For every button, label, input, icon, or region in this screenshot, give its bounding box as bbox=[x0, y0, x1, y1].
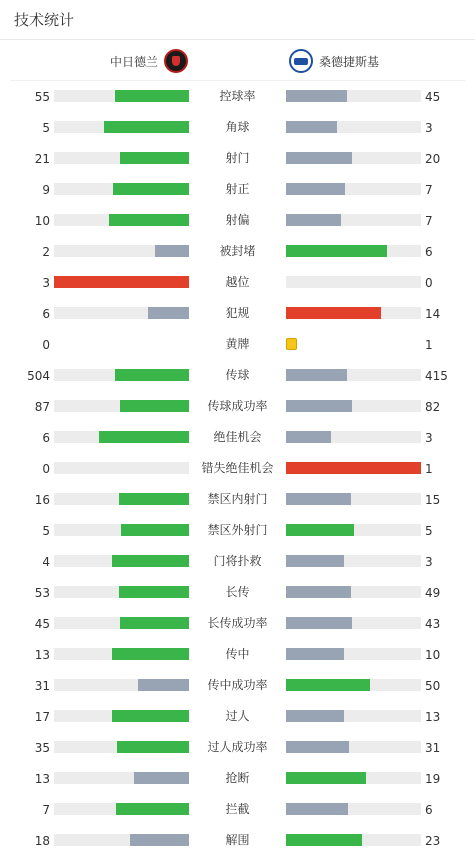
away-stat-value: 7 bbox=[425, 214, 433, 228]
away-stat-value: 3 bbox=[425, 431, 433, 445]
stat-label: 射偏 bbox=[225, 213, 250, 227]
away-stat-bar-fill bbox=[286, 152, 352, 164]
stat-label: 抢断 bbox=[225, 771, 250, 785]
away-stat-value: 19 bbox=[425, 772, 441, 786]
home-stat-bar-fill bbox=[109, 214, 189, 226]
away-stat-value: 20 bbox=[425, 152, 441, 166]
home-stat-value: 17 bbox=[34, 710, 50, 724]
stat-label: 错失绝佳机会 bbox=[201, 461, 274, 475]
away-stat-bar-fill bbox=[286, 183, 345, 195]
home-stat-bar-fill bbox=[121, 524, 189, 536]
home-stat-value: 2 bbox=[42, 245, 50, 259]
stat-row bbox=[0, 298, 475, 329]
stat-label: 角球 bbox=[225, 120, 250, 134]
home-stat-bar-fill bbox=[120, 617, 189, 629]
stat-row bbox=[0, 577, 475, 608]
home-stat-value: 55 bbox=[34, 90, 50, 104]
home-stat-bar-fill bbox=[112, 710, 189, 722]
home-stat-bar-fill bbox=[104, 121, 189, 133]
stat-row bbox=[0, 794, 475, 825]
away-stat-value: 1 bbox=[425, 462, 433, 476]
stat-label: 解围 bbox=[225, 833, 250, 847]
away-stat-bar-fill bbox=[286, 307, 381, 319]
home-stat-value: 3 bbox=[42, 276, 50, 290]
stat-label: 长传成功率 bbox=[207, 616, 268, 630]
home-stat-value: 6 bbox=[42, 307, 50, 321]
away-stat-bar bbox=[286, 90, 421, 102]
away-stat-value: 14 bbox=[425, 307, 441, 321]
stat-label: 长传 bbox=[225, 585, 250, 599]
away-stat-bar bbox=[286, 834, 421, 846]
home-stat-bar-fill bbox=[138, 679, 189, 691]
home-stat-value: 10 bbox=[34, 214, 50, 228]
away-stat-bar-fill bbox=[286, 462, 421, 474]
stat-row bbox=[0, 484, 475, 515]
away-stat-bar-fill bbox=[286, 90, 347, 102]
home-stat-value: 504 bbox=[27, 369, 50, 383]
stat-label: 绝佳机会 bbox=[213, 430, 262, 444]
home-stat-value: 4 bbox=[42, 555, 50, 569]
home-stat-bar-fill bbox=[54, 276, 189, 288]
home-team-crest-icon bbox=[164, 49, 188, 73]
away-stat-value: 3 bbox=[425, 555, 433, 569]
stat-label: 控球率 bbox=[219, 89, 256, 103]
away-stat-value: 50 bbox=[425, 679, 441, 693]
home-stat-bar-fill bbox=[155, 245, 189, 257]
home-stat-bar-fill bbox=[148, 307, 189, 319]
stat-label: 传球成功率 bbox=[207, 399, 268, 413]
away-stat-value: 415 bbox=[425, 369, 448, 383]
home-team[interactable] bbox=[110, 41, 188, 81]
stat-row bbox=[0, 639, 475, 670]
stat-row bbox=[0, 236, 475, 267]
away-stat-value: 82 bbox=[425, 400, 441, 414]
stat-label: 过人 bbox=[225, 709, 250, 723]
home-stat-bar bbox=[54, 276, 189, 288]
away-stat-bar bbox=[286, 772, 421, 784]
away-stat-bar-fill bbox=[286, 834, 362, 846]
stat-row bbox=[0, 329, 475, 360]
home-stat-value: 13 bbox=[34, 648, 50, 662]
away-stat-value: 6 bbox=[425, 803, 433, 817]
home-stat-bar-fill bbox=[119, 493, 189, 505]
away-stat-bar-fill bbox=[286, 617, 352, 629]
stat-label: 射正 bbox=[225, 182, 250, 196]
home-stat-bar-fill bbox=[120, 400, 189, 412]
home-stat-bar bbox=[54, 214, 189, 226]
away-stat-value: 31 bbox=[425, 741, 441, 755]
away-stat-value: 43 bbox=[425, 617, 441, 631]
stat-row bbox=[0, 546, 475, 577]
home-stat-value: 13 bbox=[34, 772, 50, 786]
home-stat-bar bbox=[54, 245, 189, 257]
away-stat-bar bbox=[286, 648, 421, 660]
stats-list bbox=[0, 81, 475, 856]
home-stat-value: 0 bbox=[42, 462, 50, 476]
away-stat-bar bbox=[286, 307, 421, 319]
stat-label: 射门 bbox=[225, 151, 250, 165]
home-stat-bar-fill bbox=[112, 555, 189, 567]
stat-row bbox=[0, 112, 475, 143]
stat-row bbox=[0, 360, 475, 391]
home-stat-bar bbox=[54, 524, 189, 536]
away-stat-value: 49 bbox=[425, 586, 441, 600]
away-stat-bar bbox=[286, 493, 421, 505]
stat-label: 拦截 bbox=[225, 802, 250, 816]
away-stat-value: 7 bbox=[425, 183, 433, 197]
home-stat-value: 9 bbox=[42, 183, 50, 197]
home-stat-bar bbox=[54, 183, 189, 195]
home-stat-value: 6 bbox=[42, 431, 50, 445]
away-stat-bar-fill bbox=[286, 431, 331, 443]
stat-row bbox=[0, 174, 475, 205]
home-stat-bar bbox=[54, 369, 189, 381]
home-stat-bar bbox=[54, 400, 189, 412]
stat-row bbox=[0, 267, 475, 298]
home-stat-bar bbox=[54, 555, 189, 567]
home-stat-bar bbox=[54, 152, 189, 164]
away-stat-bar-fill bbox=[286, 369, 347, 381]
home-stat-bar bbox=[54, 121, 189, 133]
home-stat-bar bbox=[54, 741, 189, 753]
home-stat-value: 16 bbox=[34, 493, 50, 507]
home-stat-bar bbox=[54, 493, 189, 505]
stat-row bbox=[0, 825, 475, 856]
stat-label: 犯规 bbox=[225, 306, 250, 320]
home-stat-bar-fill bbox=[116, 803, 189, 815]
home-stat-bar-fill bbox=[117, 741, 189, 753]
home-stat-bar bbox=[54, 307, 189, 319]
home-stat-value: 5 bbox=[42, 524, 50, 538]
away-stat-value: 45 bbox=[425, 90, 441, 104]
home-stat-bar bbox=[54, 462, 189, 474]
home-stat-bar-fill bbox=[115, 90, 189, 102]
away-stat-bar bbox=[286, 462, 421, 474]
stat-row bbox=[0, 391, 475, 422]
home-stat-bar bbox=[54, 617, 189, 629]
home-stat-bar-fill bbox=[134, 772, 189, 784]
away-team[interactable] bbox=[289, 41, 379, 81]
away-stat-bar-fill bbox=[286, 245, 387, 257]
away-stat-bar-fill bbox=[286, 493, 351, 505]
away-stat-bar-fill bbox=[286, 586, 351, 598]
home-stat-bar-fill bbox=[99, 431, 189, 443]
stat-label: 传中 bbox=[225, 647, 250, 661]
away-stat-bar bbox=[286, 152, 421, 164]
stat-row bbox=[0, 701, 475, 732]
home-stat-value: 0 bbox=[42, 338, 50, 352]
away-stat-bar bbox=[286, 431, 421, 443]
home-stat-bar bbox=[54, 710, 189, 722]
away-stat-value: 10 bbox=[425, 648, 441, 662]
home-stat-bar-fill bbox=[113, 183, 189, 195]
away-stat-bar bbox=[286, 400, 421, 412]
away-stat-bar-fill bbox=[286, 710, 344, 722]
away-stat-bar bbox=[286, 710, 421, 722]
away-stat-bar-fill bbox=[286, 121, 337, 133]
away-team-crest-icon bbox=[289, 49, 313, 73]
home-stat-bar-fill bbox=[115, 369, 189, 381]
stat-label: 传中成功率 bbox=[207, 678, 268, 692]
away-stat-bar bbox=[286, 524, 421, 536]
away-stat-value: 23 bbox=[425, 834, 441, 848]
away-stat-value: 13 bbox=[425, 710, 441, 724]
yellow-card-icon bbox=[286, 338, 297, 350]
away-stat-bar bbox=[286, 276, 421, 288]
stat-label: 禁区外射门 bbox=[207, 523, 268, 537]
home-stat-value: 18 bbox=[34, 834, 50, 848]
away-stat-bar-fill bbox=[286, 214, 341, 226]
home-stat-value: 45 bbox=[34, 617, 50, 631]
away-stat-bar-fill bbox=[286, 679, 370, 691]
away-stat-bar bbox=[286, 245, 421, 257]
stat-label: 黄牌 bbox=[225, 337, 250, 351]
away-stat-bar-fill bbox=[286, 772, 366, 784]
stat-row bbox=[0, 515, 475, 546]
home-stat-bar-fill bbox=[120, 152, 189, 164]
away-stat-bar bbox=[286, 679, 421, 691]
away-stat-bar bbox=[286, 555, 421, 567]
home-stat-value: 31 bbox=[34, 679, 50, 693]
away-stat-value: 5 bbox=[425, 524, 433, 538]
home-stat-bar bbox=[54, 834, 189, 846]
stat-row bbox=[0, 732, 475, 763]
home-stat-value: 7 bbox=[42, 803, 50, 817]
home-stat-bar bbox=[54, 803, 189, 815]
stat-row bbox=[0, 670, 475, 701]
away-stat-bar-fill bbox=[286, 400, 352, 412]
away-stat-bar bbox=[286, 586, 421, 598]
away-stat-bar bbox=[286, 741, 421, 753]
stat-label: 禁区内射门 bbox=[207, 492, 268, 506]
home-stat-value: 53 bbox=[34, 586, 50, 600]
away-stat-bar bbox=[286, 121, 421, 133]
away-stat-bar bbox=[286, 803, 421, 815]
page-title: 技术统计 bbox=[14, 11, 75, 29]
home-stat-bar bbox=[54, 431, 189, 443]
home-stat-bar bbox=[54, 679, 189, 691]
away-stat-value: 15 bbox=[425, 493, 441, 507]
home-stat-bar bbox=[54, 338, 189, 350]
home-stat-bar bbox=[54, 586, 189, 598]
home-stat-bar bbox=[54, 648, 189, 660]
away-stat-bar bbox=[286, 617, 421, 629]
away-stat-bar-fill bbox=[286, 524, 354, 536]
away-stat-bar bbox=[286, 183, 421, 195]
stat-row bbox=[0, 81, 475, 112]
home-stat-bar bbox=[54, 90, 189, 102]
stat-row bbox=[0, 453, 475, 484]
stat-row bbox=[0, 608, 475, 639]
away-stat-bar bbox=[286, 214, 421, 226]
stat-label: 传球 bbox=[225, 368, 250, 382]
home-team-name: 中日德兰 bbox=[109, 54, 158, 69]
stat-label: 门将扑救 bbox=[213, 554, 262, 568]
away-stat-value: 3 bbox=[425, 121, 433, 135]
team-header bbox=[10, 41, 465, 81]
stat-row bbox=[0, 143, 475, 174]
away-stat-value: 1 bbox=[425, 338, 433, 352]
stat-label: 过人成功率 bbox=[207, 740, 268, 754]
stat-label: 被封堵 bbox=[219, 244, 256, 258]
stat-row bbox=[0, 422, 475, 453]
away-stat-value: 0 bbox=[425, 276, 433, 290]
stat-row bbox=[0, 205, 475, 236]
home-stat-value: 5 bbox=[42, 121, 50, 135]
away-stat-bar-fill bbox=[286, 741, 349, 753]
away-stat-bar-fill bbox=[286, 555, 344, 567]
home-stat-value: 35 bbox=[34, 741, 50, 755]
away-stat-bar-fill bbox=[286, 648, 344, 660]
home-stat-bar-fill bbox=[112, 648, 189, 660]
home-stat-bar-fill bbox=[119, 586, 189, 598]
away-team-name: 桑德捷斯基 bbox=[319, 54, 380, 69]
home-stat-bar bbox=[54, 772, 189, 784]
away-stat-bar bbox=[286, 369, 421, 381]
home-stat-value: 87 bbox=[34, 400, 50, 414]
stat-label: 越位 bbox=[225, 275, 250, 289]
stat-row bbox=[0, 763, 475, 794]
home-stat-bar-fill bbox=[130, 834, 189, 846]
away-stat-bar-fill bbox=[286, 803, 348, 815]
header-bar bbox=[0, 0, 475, 40]
away-stat-value: 6 bbox=[425, 245, 433, 259]
home-stat-value: 21 bbox=[34, 152, 50, 166]
